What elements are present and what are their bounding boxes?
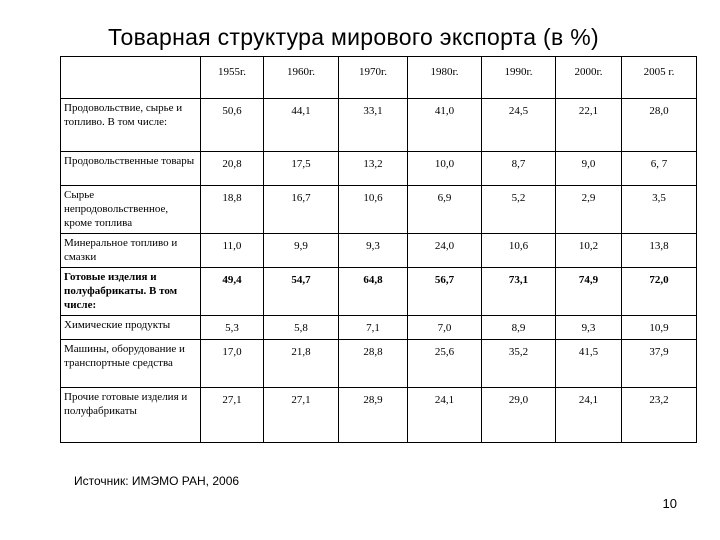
source-note: Источник: ИМЭМО РАН, 2006 [74,474,240,488]
value-cell: 33,1 [339,99,408,152]
value-cell: 24,1 [408,388,482,443]
year-header: 1990г. [482,57,556,99]
year-header: 2005 г. [622,57,697,99]
value-cell: 28,8 [339,340,408,388]
table-row [61,268,697,316]
value-cell: 50,6 [201,99,264,152]
page-number: 10 [662,496,677,511]
value-cell: 6, 7 [622,152,697,186]
value-cell: 56,7 [408,268,482,316]
row-label: Минеральное топливо и смазки [61,234,201,268]
table-row [61,152,697,186]
value-cell: 28,9 [339,388,408,443]
value-cell: 13,8 [622,234,697,268]
table-row [61,234,697,268]
value-cell: 2,9 [556,186,622,234]
value-cell: 17,5 [264,152,339,186]
table-row [61,316,697,340]
value-cell: 20,8 [201,152,264,186]
export-structure-table [60,56,697,443]
table-row [61,99,697,152]
value-cell: 13,2 [339,152,408,186]
value-cell: 27,1 [264,388,339,443]
value-cell: 25,6 [408,340,482,388]
value-cell: 23,2 [622,388,697,443]
value-cell: 64,8 [339,268,408,316]
table-header-row [61,57,697,99]
value-cell: 10,2 [556,234,622,268]
value-cell: 8,9 [482,316,556,340]
row-label: Химические продукты [61,316,201,340]
value-cell: 6,9 [408,186,482,234]
value-cell: 10,6 [339,186,408,234]
value-cell: 10,6 [482,234,556,268]
value-cell: 10,0 [408,152,482,186]
value-cell: 5,8 [264,316,339,340]
value-cell: 73,1 [482,268,556,316]
value-cell: 41,5 [556,340,622,388]
value-cell: 24,5 [482,99,556,152]
value-cell: 7,1 [339,316,408,340]
value-cell: 29,0 [482,388,556,443]
table-row [61,388,697,443]
year-header: 1970г. [339,57,408,99]
row-label: Прочие готовые изделия и полуфабрикаты [61,388,201,443]
table-row [61,340,697,388]
value-cell: 3,5 [622,186,697,234]
value-cell: 54,7 [264,268,339,316]
value-cell: 35,2 [482,340,556,388]
value-cell: 10,9 [622,316,697,340]
value-cell: 74,9 [556,268,622,316]
value-cell: 41,0 [408,99,482,152]
value-cell: 22,1 [556,99,622,152]
value-cell: 9,9 [264,234,339,268]
value-cell: 49,4 [201,268,264,316]
value-cell: 44,1 [264,99,339,152]
value-cell: 9,3 [556,316,622,340]
value-cell: 24,0 [408,234,482,268]
year-header: 2000г. [556,57,622,99]
value-cell: 21,8 [264,340,339,388]
year-header: 1980г. [408,57,482,99]
value-cell: 5,3 [201,316,264,340]
value-cell: 11,0 [201,234,264,268]
value-cell: 5,2 [482,186,556,234]
table-row [61,186,697,234]
row-label: Машины, оборудование и транспортные средства [61,340,201,388]
row-label: Продовольственные товары [61,152,201,186]
value-cell: 27,1 [201,388,264,443]
header-corner-cell [61,57,201,99]
value-cell: 9,3 [339,234,408,268]
row-label: Сырье непродовольственное, кроме топлива [61,186,201,234]
value-cell: 7,0 [408,316,482,340]
year-header: 1960г. [264,57,339,99]
value-cell: 17,0 [201,340,264,388]
value-cell: 18,8 [201,186,264,234]
value-cell: 72,0 [622,268,697,316]
slide-title: Товарная структура мирового экспорта (в %) [108,24,599,50]
value-cell: 8,7 [482,152,556,186]
row-label: Готовые изделия и полуфабрикаты. В том числе: [61,268,201,316]
row-label: Продовольствие, сырье и топливо. В том числе: [61,99,201,152]
value-cell: 9,0 [556,152,622,186]
year-header: 1955г. [201,57,264,99]
value-cell: 16,7 [264,186,339,234]
value-cell: 37,9 [622,340,697,388]
value-cell: 24,1 [556,388,622,443]
value-cell: 28,0 [622,99,697,152]
